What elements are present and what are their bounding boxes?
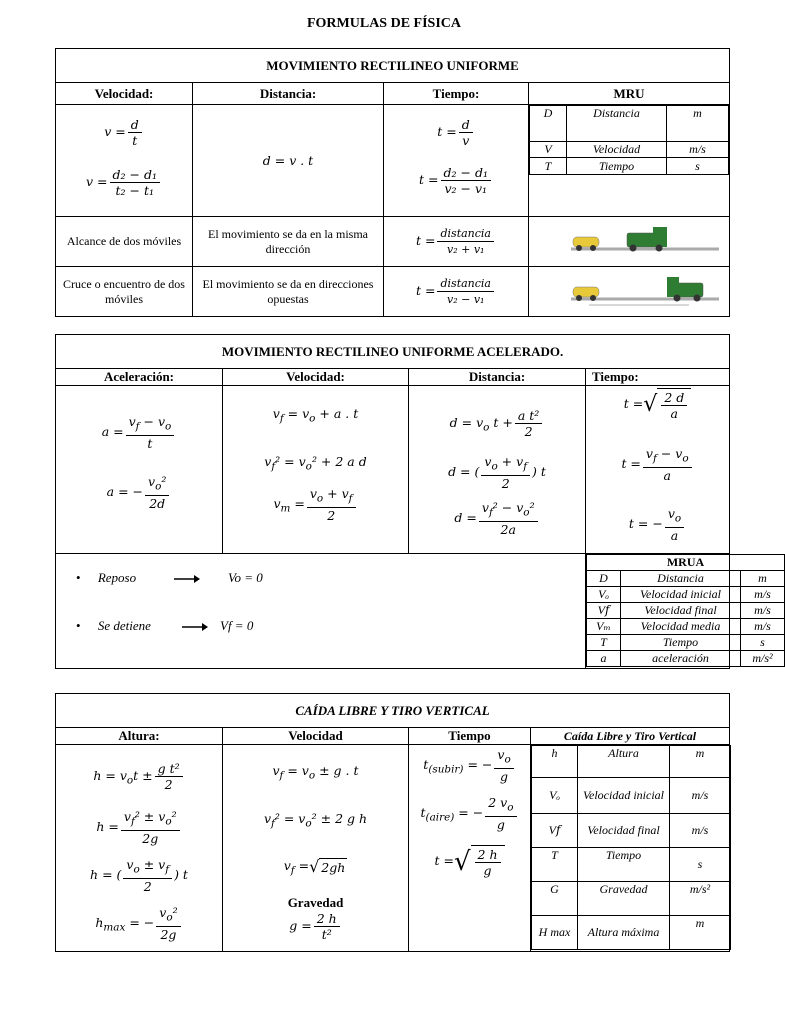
mrua-header-distancia: Distancia: xyxy=(409,369,586,386)
mrua-legend-title: MRUA xyxy=(587,555,785,571)
mrua-table xyxy=(55,334,773,669)
caida-header-tiempo: Tiempo xyxy=(409,728,531,745)
mru-title: MOVIMIENTO RECTILINEO UNIFORME xyxy=(56,49,730,83)
caida-title: CAÍDA LIBRE Y TIRO VERTICAL xyxy=(56,694,730,728)
mrua-aceleracion-formulas: a = $\frac{v_f - v_o}{t}$ a = − $\frac{v_o^2}{2d}$ xyxy=(56,386,223,554)
mru-legend: D Distancia m V Velocidad m/s T Tiempo s xyxy=(529,105,730,217)
page-title: FORMULAS DE FÍSICA xyxy=(306,16,461,31)
mrua-tiempo-formulas: t = √ $\frac{2 d}{a}$ t = $\frac{v_f - v_o}{a}$ t = − $\frac{v_o}{a}$ xyxy=(586,386,730,554)
caida-legend: h Altura m Vₒ Velocidad inicial m/s V𝑓 Velocidad final m/s T Tiempo s G Gravedad m/s² H max Altura máxima m xyxy=(531,745,730,952)
mru-row-cruce-image xyxy=(529,267,730,317)
mru-table xyxy=(55,48,730,317)
mru-header-velocidad: Velocidad: xyxy=(56,83,193,105)
caida-table xyxy=(55,693,730,952)
mru-row-alcance-label: Alcance de dos móviles xyxy=(56,217,193,267)
caida-tiempo-formulas: $t_{(subir)}$ = − $\frac{v_o}{g}$ $t_{(aire)}$ = − $\frac{2 v_o}{g}$ t = √ $\frac{2 h}{g}$ xyxy=(409,745,531,952)
mru-row-alcance-formula: t = $\frac{\text{distancia}}{\text{v₂ + v₁}}$ xyxy=(384,217,529,267)
mrua-title: MOVIMIENTO RECTILINEO UNIFORME ACELERADO. xyxy=(56,335,730,369)
caida-altura-formulas: $h = v_ot$ ± $\frac{\text{g t²}}{2}$ h = $\frac{v_f^2 \pm v_o^2}{2g}$ h = ( $\frac{v_o \pm v_f}{2}$ ) t $h_{max}$ = − $\frac{v_o^2}{2g}$ xyxy=(56,745,223,952)
mru-tiempo-formulas: t = $\frac{d}{v}$ t = $\frac{\text{d₂ − d₁}}{\text{v₂ − v₁}}$ xyxy=(384,105,529,217)
mru-row-alcance-desc: El movimiento se da en la misma dirección xyxy=(193,217,384,267)
arrow-right-icon xyxy=(174,574,200,584)
mrua-header-velocidad: Velocidad: xyxy=(223,369,409,386)
mru-header-distancia: Distancia: xyxy=(193,83,384,105)
mru-header-tiempo: Tiempo: xyxy=(384,83,529,105)
gravedad-label: Gravedad xyxy=(287,895,344,910)
mru-row-cruce-desc: El movimiento se da en direcciones opuestas xyxy=(193,267,384,317)
caida-header-legend: Caída Libre y Tiro Vertical xyxy=(531,728,730,745)
arrow-right-icon xyxy=(182,622,208,632)
caida-velocidad-formulas: $v_f = v_o \pm g$ . t $v_f^2 = v_o^2 \pm 2$ g h $v_f$ = √ 2gh Gravedad g = $\frac{2 h}{\text{t²}}$ xyxy=(223,745,409,952)
bullet-se-detiene: • Se detiene Vf = 0 xyxy=(76,618,254,633)
mru-header-legend: MRU xyxy=(529,83,730,105)
caida-header-velocidad: Velocidad xyxy=(223,728,409,745)
mrua-header-tiempo: Tiempo: xyxy=(586,369,730,386)
bullet-reposo: • Reposo Vo = 0 xyxy=(76,570,263,585)
mru-row-cruce-label: Cruce o encuentro de dos móviles xyxy=(56,267,193,317)
mrua-distancia-formulas: $d = v_o$ t + $\frac{\text{a t²}}{2}$ d = ( $\frac{v_o + v_f}{2}$ ) t d = $\frac{v_f^2 - v_o^2}{2a}$ xyxy=(409,386,586,554)
mrua-legend: MRUA D Distancia m Vₒ Velocidad inicial m/s V𝑓 Velocidad final m/s Vₘ Velocidad media m/s T Tiempo s a aceleración m/s² xyxy=(586,554,730,669)
mru-velocidad-formulas: v = $\frac{d}{t}$ v = $\frac{\text{d₂ − d₁}}{\text{t₂ − t₁}}$ xyxy=(56,105,193,217)
mrua-velocidad-formulas: $v_f = v_o + a$ . t $v_f^2 = v_o^2 + 2$ a d $v_m$ = $\frac{v_o + v_f}{2}$ xyxy=(223,386,409,554)
mru-row-alcance-image xyxy=(529,217,730,267)
mru-distancia-formula: d = v . t xyxy=(193,105,384,217)
caida-header-altura: Altura: xyxy=(56,728,223,745)
mrua-conditions xyxy=(56,554,586,669)
mrua-header-aceleracion: Aceleración: xyxy=(56,369,223,386)
mru-row-cruce-formula: t = $\frac{\text{distancia}}{\text{v₂ − v₁}}$ xyxy=(384,267,529,317)
